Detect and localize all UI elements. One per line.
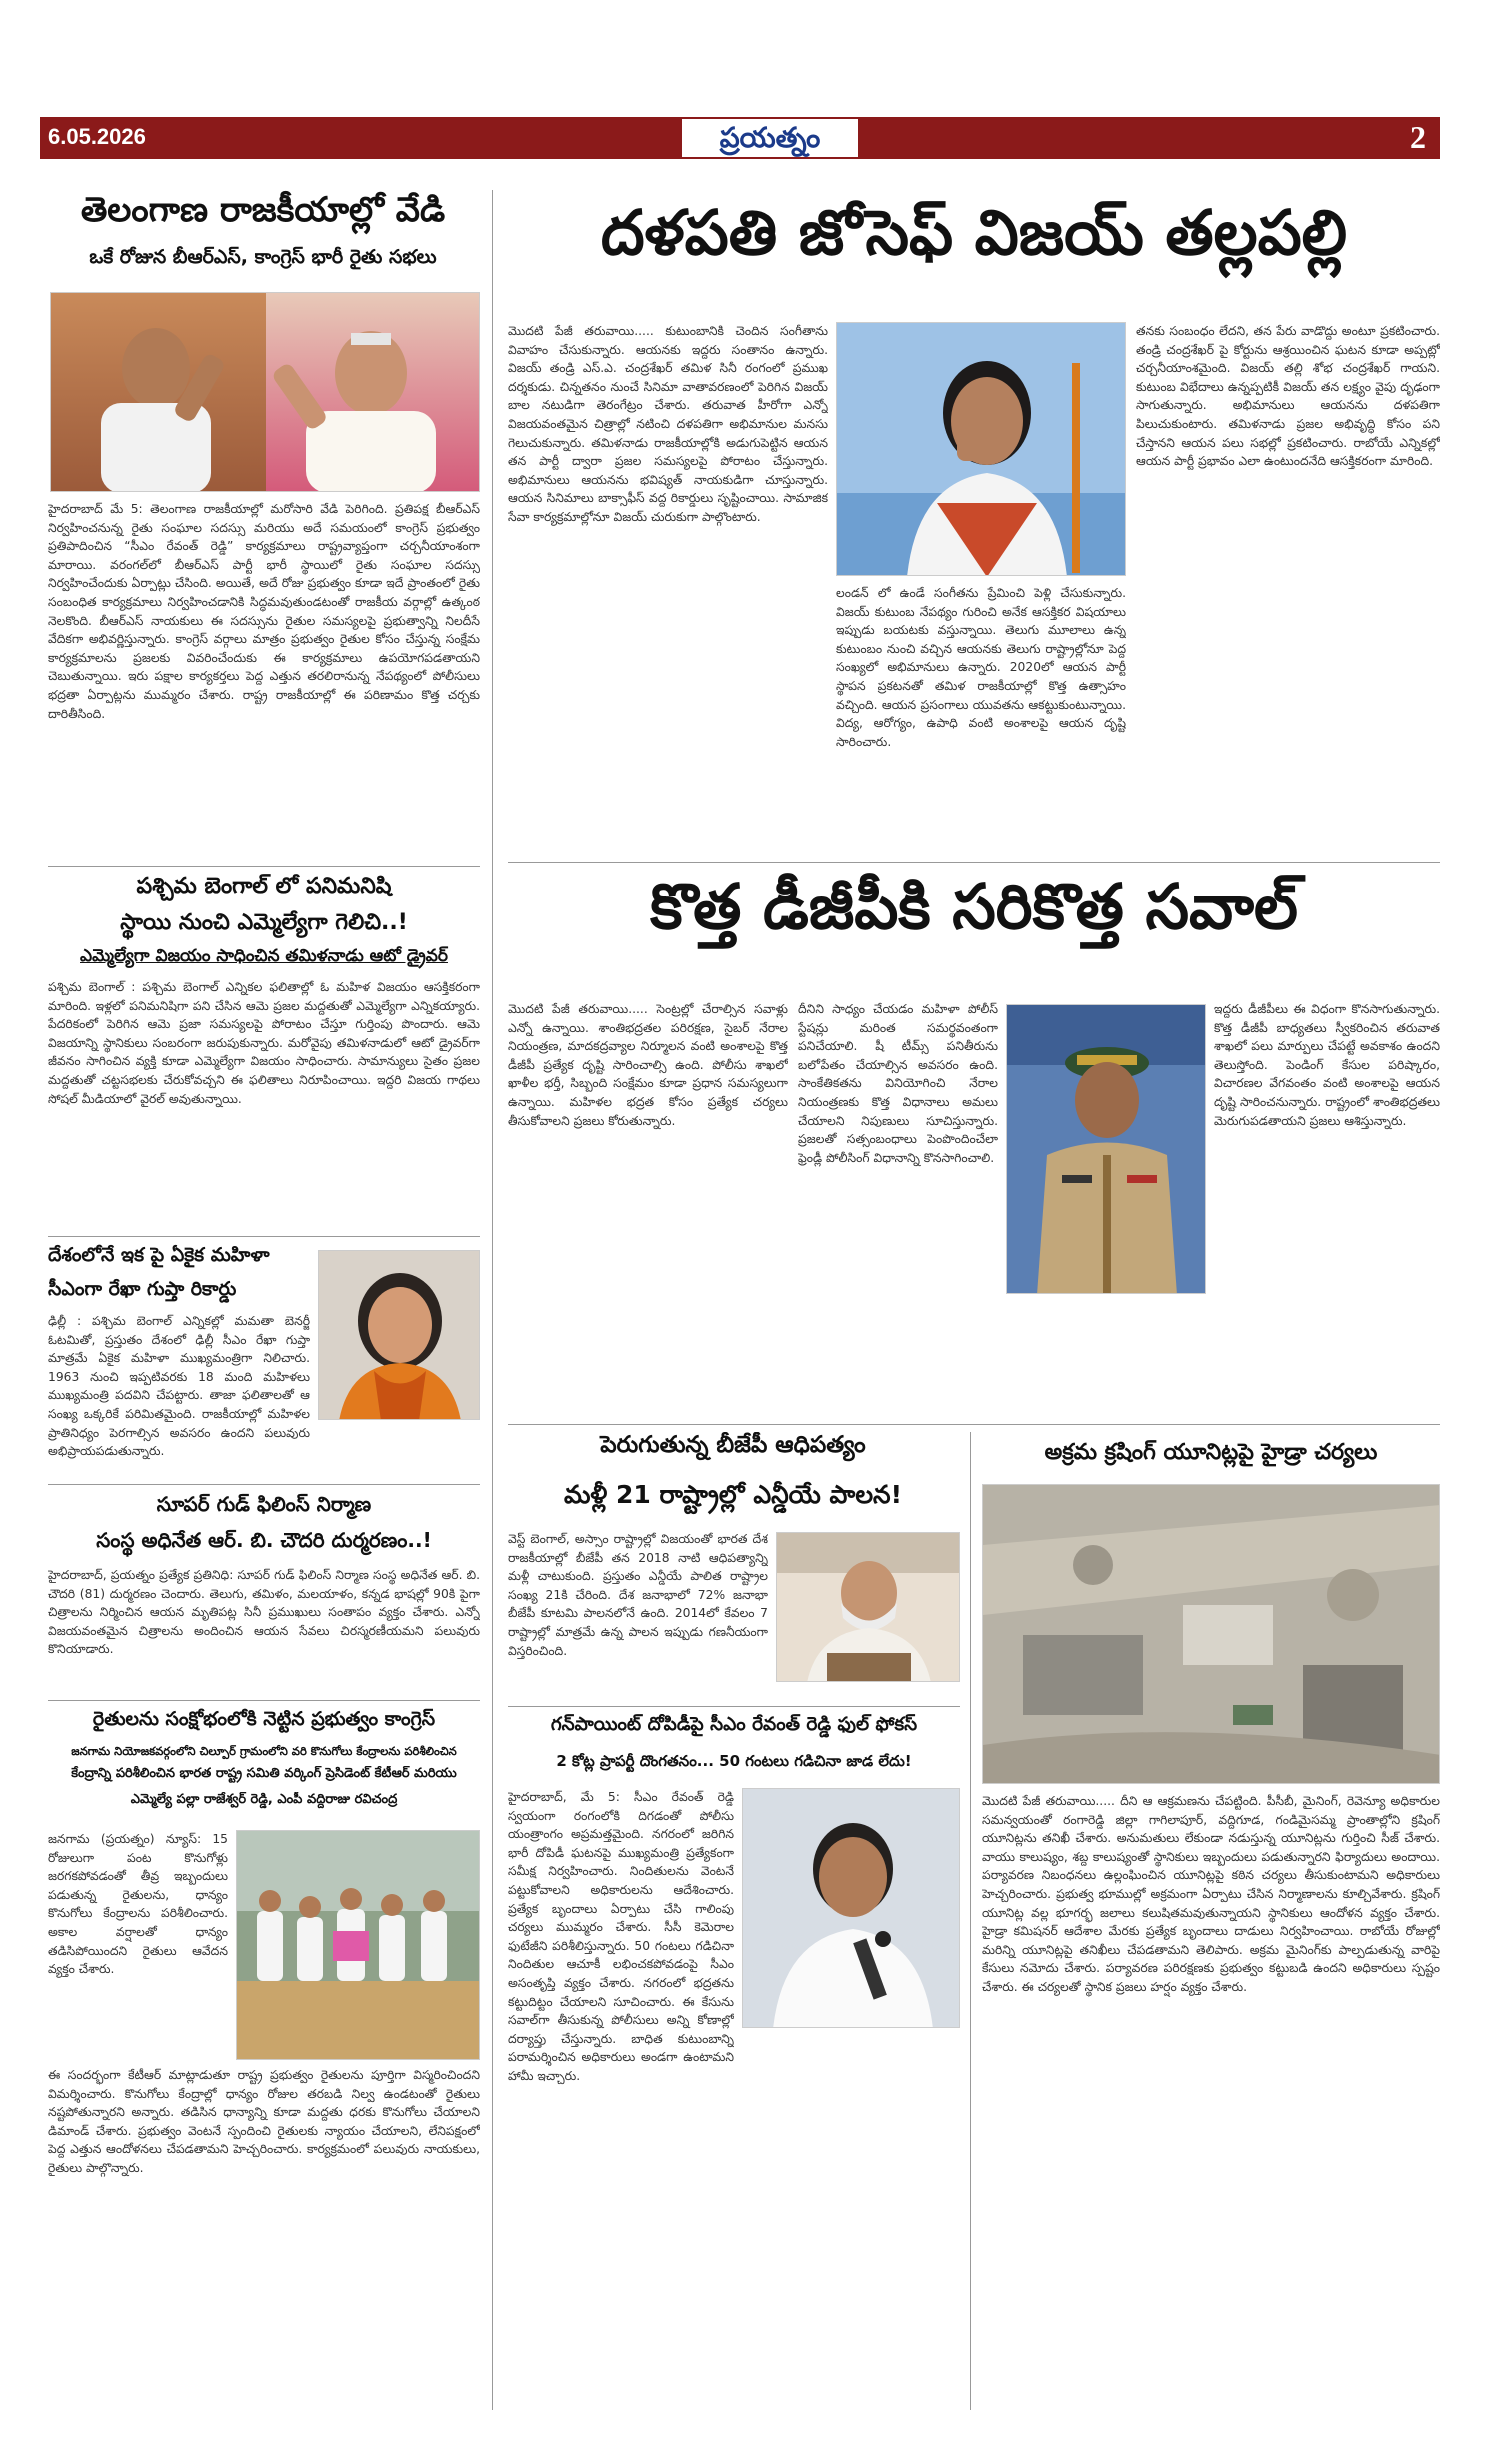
farmers-sub-3: ఎమ్మెల్యే పల్లా రాజేశ్వర్ రెడ్డి, ఎంపీ వద్దిరాజు రవిచంద్ర	[130, 1792, 398, 1807]
crushing-unit-aerial-photo	[982, 1484, 1440, 1784]
cm-subheadline: 2 కోట్ల ప్రాపర్టీ దొంగతనం... 50 గంటలు గడిచినా జాడ లేదు!	[556, 1752, 912, 1770]
divider-line	[48, 1700, 480, 1701]
telangana-headline: తెలంగాణ రాజకీయాల్లో వేడి	[80, 190, 446, 230]
bengal-body: పశ్చిమ బెంగాల్ : పశ్చిమ బెంగాల్ ఎన్నికల ఫలితాల్లో ఓ మహిళ విజయం ఆసక్తికరంగా మారింది. ఇళ్లలో పనిమనిషిగా పని చేసిన ఆమె ప్రజల మద్దతుతో ఎమ్మెల్యేగా ఎన్నికయ్యారు. పేదరికంలో పెరిగిన ఆమె ప్రజా సమస్యలపై పోరాటం చేస్తూ గుర్తింపు పొందారు. ఆమె విజయాన్ని స్థానికులు సంబరంగా జరుపుకున్నారు. మరోవైపు తమిళనాడులో ఆటో డ్రైవర్‌గా జీవనం సాగించిన వ్యక్తి కూడా ఎమ్మెల్యేగా విజయం సాధించారు. సామాన్యులు సైతం ప్రజల మద్దతుతో చట్టసభలకు చేరుకోవచ్చని ఈ ఫలితాలు నిరూపించాయి. ఇద్దరి విజయ గాథలు సోషల్ మీడియాలో వైరల్ అవుతున్నాయి.	[48, 980, 480, 1106]
bjp-headline-2: మళ్లీ 21 రాష్ట్రాల్లో ఎన్డీయే పాలన!	[563, 1480, 902, 1509]
producer-headline-1: సూపర్ గుడ్ ఫిలింస్ నిర్మాణ	[156, 1492, 372, 1516]
vijay-photo	[836, 322, 1126, 576]
producer-headline-2: సంస్థ అధినేత ఆర్. బి. చౌదరి దుర్మరణం..!	[96, 1528, 432, 1552]
farmers-body-wide: ఈ సందర్భంగా కేటీఆర్ మాట్లాడుతూ రాష్ట్ర ప్రభుత్వం రైతులను పూర్తిగా విస్మరించిందని విమర్శించారు. కొనుగోలు కేంద్రాల్లో ధాన్యం రోజుల తరబడి నిల్వ ఉండటంతో రైతులు నష్టపోతున్నారని అన్నారు. తడిసిన ధాన్యాన్ని కూడా మద్దతు ధరకు కొనుగోలు చేయాలని డిమాండ్ చేశారు. ప్రభుత్వం వెంటనే స్పందించి రైతులకు న్యాయం చేయాలని, లేనిపక్షంలో పెద్ద ఎత్తున ఆందోళనలు చేపడతామని హెచ్చరించారు. కార్యక్రమంలో పలువురు నాయకులు, రైతులు పాల్గొన్నారు.	[48, 2068, 480, 2175]
masthead-logo: ప్రయత్నం	[680, 117, 860, 159]
vijay-body-col1: మొదటి పేజీ తరువాయి..... కుటుంబానికి చెందిన సంగీతాను వివాహం చేసుకున్నారు. ఆయనకు ఇద్దరు సంతానం ఉన్నారు. విజయ్ తండ్రి ఎస్.ఎ. చంద్రశేఖర్ తమిళ సినీ రంగంలో ప్రముఖ దర్శకుడు. చిన్నతనం నుంచే సినిమా వాతావరణంలో పెరిగిన విజయ్ బాల నటుడిగా తెరంగేట్రం చేశారు. తరువాత హీరోగా ఎన్నో విజయవంతమైన చిత్రాల్లో నటించి దళపతిగా అభిమానుల మనసు గెలుచుకున్నారు. తమిళనాడు రాజకీయాల్లోకి అడుగుపెట్టిన ఆయన తన పార్టీ ద్వారా ప్రజల సమస్యలపై పోరాటం చేస్తున్నారు. అభిమానులు ఆయనను భవిష్యత్ నాయకుడిగా చూస్తున్నారు. ఆయన సినిమాలు బాక్సాఫీస్ వద్ద రికార్డులు సృష్టించాయి. సామాజిక సేవా కార్యక్రమాల్లోనూ విజయ్ చురుకుగా పాల్గొంటారు.	[508, 324, 828, 524]
dgp-body-col2: దీనిని సాధ్యం చేయడం మహిళా పోలీస్ స్టేషన్లు మరింత సమర్థవంతంగా పనిచేయాలి. షీ టీమ్స్ పనితీరును బలోపేతం చేయాల్సిన అవసరం ఉంది. సాంకేతికతను వినియోగించి నేరాల నియంత్రణకు కొత్త విధానాలు అమలు చేయాలని నిపుణులు సూచిస్తున్నారు. ప్రజలతో సత్సంబంధాలు పెంపొందించేలా ఫ్రెండ్లీ పోలీసింగ్ విధానాన్ని కొనసాగించాలి.	[798, 1002, 998, 1165]
dgp-headline: కొత్త డీజీపీకి సరికొత్త సవాల్	[650, 870, 1298, 943]
hydra-body: మొదటి పేజీ తరువాయి..... దీని ఆ ఆక్రమణను చేపట్టింది. పీసీబీ, మైనింగ్, రెవెన్యూ అధికారుల సమన్వయంతో రంగారెడ్డి జిల్లా గాగిలాపూర్, వద్దిగూడ, గండిమైసమ్మ ప్రాంతాల్లోని క్రషింగ్ యూనిట్లను తనిఖీ చేశారు. అనుమతులు లేకుండా నడుస్తున్న యూనిట్లను గుర్తించి సీజ్ చేశారు. వాయు కాలుష్యం, శబ్ద కాలుష్యంతో స్థానికులు ఇబ్బందులు పడుతున్నారని ఫిర్యాదులు అందాయి. పర్యావరణ నిబంధనలు ఉల్లంఘించిన యూనిట్లపై కఠిన చర్యలు తీసుకుంటామని అధికారులు హెచ్చరించారు. ప్రభుత్వ భూముల్లో అక్రమంగా ఏర్పాటు చేసిన నిర్మాణాలను కూల్చివేశారు. క్రషింగ్ యూనిట్ల వల్ల భూగర్భ జలాలు కలుషితమవుతున్నాయని స్థానికులు ఆందోళన వ్యక్తం చేశారు. హైడ్రా కమిషనర్ ఆదేశాల మేరకు ప్రత్యేక బృందాలు దాడులు నిర్వహించాయి. రాబోయే రోజుల్లో మరిన్ని యూనిట్లపై తనిఖీలు చేపడతామని తెలిపారు. అక్రమ మైనింగ్‌కు పాల్పడుతున్న వారిపై కేసులు నమోదు చేశారు. పర్యావరణ పరిరక్షణకు ప్రభుత్వం కట్టుబడి ఉందని అధికారులు స్పష్టం చేశారు. ఈ చర్యలతో స్థానిక ప్రజలు హర్షం వ్యక్తం చేశారు.	[982, 1794, 1440, 1994]
bengal-headline-2: స్థాయి నుంచి ఎమ్మెల్యేగా గెలిచి..!	[120, 910, 408, 935]
column-divider	[492, 190, 493, 2410]
farmers-sub-1: జనగామ నియోజకవర్గంలోని చిల్పూర్ గ్రామంలోని వరి కొనుగోలు కేంద్రాలను పరిశీలించిన	[71, 1744, 457, 1758]
cm-body-continued	[508, 2096, 960, 2406]
cm-headline: గన్‌పాయింట్ దోపిడీపై సీఎం రేవంత్ రెడ్డి ఫుల్ ఫోకస్	[550, 1714, 918, 1735]
vijay-body-col2: లండన్ లో ఉండే సంగీతను ప్రేమించి పెళ్లి చేసుకున్నారు. విజయ్ కుటుంబ నేపథ్యం గురించి అనేక ఆసక్తికర విషయాలు ఇప్పుడు బయటకు వస్తున్నాయి. తెలుగు మూలాలు ఉన్న కుటుంబం నుంచి వచ్చిన ఆయనకు తెలుగు రాష్ట్రాల్లోనూ పెద్ద సంఖ్యలో అభిమానులు ఉన్నారు. 2020లో ఆయన పార్టీ స్థాపన ప్రకటనతో తమిళ రాజకీయాల్లో కొత్త ఉత్సాహం వచ్చింది. ఆయన ప్రసంగాలు యువతను ఆకట్టుకుంటున్నాయి. విద్య, ఆరోగ్యం, ఉపాధి వంటి అంశాలపై ఆయన దృష్టి సారించారు.	[836, 586, 1126, 749]
revanth-reddy-photo	[742, 1788, 960, 2028]
vijay-headline: దళపతి జోసెఫ్ విజయ్ తల్లపల్లి	[600, 196, 1348, 269]
divider-line	[48, 866, 480, 867]
rekha-body: ఢిల్లీ : పశ్చిమ బెంగాల్ ఎన్నికల్లో మమతా బెనర్జీ ఓటమితో, ప్రస్తుతం దేశంలో ఢిల్లీ సీఎం రేఖా గుప్తా మాత్రమే ఏకైక మహిళా ముఖ్యమంత్రిగా నిలిచారు. 1963 నుంచి ఇప్పటివరకు 18 మంది మహిళలు ముఖ్యమంత్రి పదవిని చేపట్టారు. తాజా ఫలితాలతో ఆ సంఖ్య ఒక్కరికే పరిమితమైంది. రాజకీయాల్లో మహిళల ప్రాతినిధ్యం పెరగాల్సిన అవసరం ఉందని పలువురు అభిప్రాయపడుతున్నారు.	[48, 1314, 310, 1459]
vijay-body-col3: తనకు సంబంధం లేదని, తన పేరు వాడొద్దు అంటూ ప్రకటించారు. తండ్రి చంద్రశేఖర్ పై కోర్టును ఆశ్రయించిన ఘటన కూడా అప్పట్లో చర్చనీయాంశమైంది. విజయ్ తల్లి శోభ చంద్రశేఖర్ గాయని. కుటుంబ విభేదాలు ఉన్నప్పటికీ విజయ్ తన లక్ష్యం వైపు దృఢంగా సాగుతున్నారు. అభిమానులు ఆయనను దళపతిగా పిలుచుకుంటారు. తమిళనాడు ప్రజల అభివృద్ధి కోసం పని చేస్తానని ఆయన పలు సభల్లో ప్రకటించారు. రాబోయే ఎన్నికల్లో ఆయన పార్టీ ప్రభావం ఎలా ఉంటుందనేది ఆసక్తికరంగా మారింది.	[1136, 324, 1440, 469]
page-number: 2	[1410, 119, 1426, 155]
dgp-body-col1: మొదటి పేజీ తరువాయి..... సెంట్రల్లో చేరాల్సిన సవాళ్లు ఎన్నో ఉన్నాయి. శాంతిభద్రతల పరిరక్షణ, సైబర్ నేరాల నియంత్రణ, మాదకద్రవ్యాల నిర్మూలన వంటి అంశాలపై కొత్త డీజీపీ ప్రత్యేక దృష్టి సారించాల్సి ఉంది. పోలీసు శాఖలో ఖాళీల భర్తీ, సిబ్బంది సంక్షేమం కూడా ప్రధాన సమస్యలుగా ఉన్నాయి. మహిళల భద్రత కోసం ప్రత్యేక చర్యలు తీసుకోవాలని ప్రజలు కోరుతున్నారు.	[508, 1002, 788, 1128]
dgp-body-col2b	[1006, 1302, 1206, 1416]
farmers-sub-2: కేంద్రాన్ని పరిశీలించిన భారత రాష్ట్ర సమితి వర్కింగ్ ప్రెసిడెంట్ కేటీఆర్ మరియు	[71, 1766, 457, 1781]
divider-line	[48, 1236, 480, 1237]
farmers-headline: రైతులను సంక్షోభంలోకి నెట్టిన ప్రభుత్వం కాంగ్రెస్	[92, 1708, 436, 1730]
bengal-headline-1: పశ్చిమ బెంగాల్ లో పనిమనిషి	[136, 874, 392, 899]
hydra-headline: అక్రమ క్రషింగ్ యూనిట్లపై హైడ్రా చర్యలు	[1044, 1440, 1378, 1465]
bjp-body: వెస్ట్ బెంగాల్, అస్సాం రాష్ట్రాల్లో విజయంతో భారత దేశ రాజకీయాల్లో బీజేపీ తన 2018 నాటి ఆధిపత్యాన్ని మళ్లీ చాటుకుంది. ప్రస్తుతం ఎన్డీయే పాలిత రాష్ట్రాల సంఖ్య 21కి చేరింది. దేశ జనాభాలో 72% జనాభా బీజేపీ కూటమి పాలనలోనే ఉంది. 2014లో కేవలం 7 రాష్ట్రాల్లో మాత్రమే ఉన్న పాలన ఇప్పుడు గణనీయంగా విస్తరించింది.	[508, 1532, 768, 1658]
page-header-bar	[40, 117, 1440, 159]
rekha-headline-1: దేశంలోనే ఇక పై ఏకైక మహిళా	[48, 1244, 270, 1266]
modi-photo	[776, 1532, 960, 1682]
telangana-subheadline: ఒకే రోజున బీఆర్ఎస్, కాంగ్రెస్ భారీ రైతు సభలు	[89, 246, 437, 268]
rekha-headline-2: సీఎంగా రేఖా గుప్తా రికార్డు	[48, 1278, 237, 1300]
producer-body: హైదరాబాద్, ప్రయత్నం ప్రత్యేక ప్రతినిధి: సూపర్ గుడ్ ఫిలింస్ నిర్మాణ సంస్థ అధినేత ఆర్. బి. చౌదరి (81) దుర్మరణం చెందారు. తెలుగు, తమిళం, మలయాళం, కన్నడ భాషల్లో 90కి పైగా చిత్రాలను నిర్మించిన ఆయన మృతిపట్ల సినీ ప్రముఖులు సంతాపం వ్యక్తం చేశారు. ఎన్నో విజయవంతమైన చిత్రాలను అందించిన ఆయన సేవలు చిరస్మరణీయమని పలువురు కొనియాడారు.	[48, 1568, 480, 1657]
divider-line	[508, 862, 1440, 863]
divider-line	[508, 1706, 960, 1707]
dgp-photo	[1006, 1004, 1206, 1294]
divider-line	[48, 1484, 480, 1485]
dgp-body-col3: ఇద్దరు డీజీపీలు ఈ విధంగా కొనసాగుతున్నారు. కొత్త డీజీపీ బాధ్యతలు స్వీకరించిన తరువాత శాఖలో పలు మార్పులు చేపట్టే అవకాశం ఉందని తెలుస్తోంది. పెండింగ్ కేసుల పరిష్కారం, విచారణల వేగవంతం వంటి అంశాలపై ఆయన దృష్టి సారించనున్నారు. రాష్ట్రంలో శాంతిభద్రతలు మెరుగుపడతాయని ప్రజలు ఆశిస్తున్నారు.	[1214, 1002, 1440, 1128]
bengal-subheadline: ఎమ్మెల్యేగా విజయం సాధించిన తమిళనాడు ఆటో డ్రైవర్	[80, 946, 448, 966]
farmers-photo	[236, 1830, 480, 2060]
telangana-body: హైదరాబాద్ మే 5: తెలంగాణ రాజకీయాల్లో మరోసారి వేడి పెరిగింది. ప్రతిపక్ష బీఆర్ఎస్ నిర్వహించనున్న రైతు సంఘాల సదస్సు మరియు అదే సమయంలో కాంగ్రెస్ ప్రభుత్వం ప్రతిపాదించిన “సీఎం రేవంత్ రెడ్డి” కార్యక్రమాలు రాష్ట్రవ్యాప్తంగా చర్చనీయాంశంగా మారాయి. వరంగల్‌లో బీఆర్ఎస్ పార్టీ భారీ స్థాయిలో రైతు సంఘాల సదస్సు నిర్వహించేందుకు ఏర్పాట్లు చేసింది. అయితే, అదే రోజు ప్రభుత్వం కూడా ఇదే ప్రాంతంలో రైతు సంబంధిత కార్యక్రమాలు నిర్వహించడానికి సిద్ధమవుతుండటంతో రాజకీయ వర్గాల్లో ఉత్కంఠ నెలకొంది. బీఆర్ఎస్ నాయకులు ఈ సదస్సును రైతుల సమస్యలపై ప్రభుత్వాన్ని నిలదీసే వేదికగా అభివర్ణిస్తున్నారు. కాంగ్రెస్ వర్గాలు మాత్రం ప్రభుత్వం రైతుల కోసం చేస్తున్న సంక్షేమ కార్యక్రమాలను ప్రజలకు వివరించేందుకు ఈ కార్యక్రమాలు ఉపయోగపడతాయని చెబుతున్నాయి. ఇరు పక్షాల కార్యకర్తలు పెద్ద ఎత్తున తరలిరానున్న నేపథ్యంలో పోలీసులు భద్రతా ఏర్పాట్లను ముమ్మరం చేశారు. రాష్ట్ర రాజకీయాల్లో ఈ పరిణామం కొత్త చర్చకు దారితీసింది.	[48, 502, 480, 721]
bjp-headline-1: పెరుగుతున్న బీజేపీ ఆధిపత్యం	[600, 1432, 866, 1458]
rekha-gupta-photo	[318, 1250, 480, 1420]
issue-date: 6.05.2026	[48, 124, 146, 149]
politicians-photo	[50, 292, 480, 492]
cm-body: హైదరాబాద్, మే 5: సీఎం రేవంత్ రెడ్డి స్వయంగా రంగంలోకి దిగడంతో పోలీసు యంత్రాంగం అప్రమత్తమైంది. నగరంలో జరిగిన భారీ దోపిడీ ఘటనపై ముఖ్యమంత్రి ప్రత్యేకంగా సమీక్ష నిర్వహించారు. నిందితులను వెంటనే పట్టుకోవాలని అధికారులను ఆదేశించారు. ప్రత్యేక బృందాలు ఏర్పాటు చేసి గాలింపు చర్యలు ముమ్మరం చేశారు. సీసీ కెమెరాల ఫుటేజీని పరిశీలిస్తున్నారు. 50 గంటలు గడిచినా నిందితుల ఆచూకీ లభించకపోవడంపై సీఎం అసంతృప్తి వ్యక్తం చేశారు. నగరంలో భద్రతను కట్టుదిట్టం చేయాలని సూచించారు. ఈ కేసును సవాల్‌గా తీసుకున్న పోలీసులు అన్ని కోణాల్లో దర్యాప్తు చేస్తున్నారు. బాధిత కుటుంబాన్ని పరామర్శించిన అధికారులు అండగా ఉంటామని హామీ ఇచ్చారు.	[508, 1790, 734, 2083]
column-divider	[970, 1432, 971, 2410]
divider-line	[508, 1424, 1440, 1425]
farmers-body-left: జనగామ (ప్రయత్నం) న్యూస్: 15 రోజులుగా పంట కొనుగోళ్లు జరగకపోవడంతో తీవ్ర ఇబ్బందులు పడుతున్న రైతులను, ధాన్యం కొనుగోలు కేంద్రాలను పరిశీలించారు. అకాల వర్షాలతో ధాన్యం తడిసిపోయిందని రైతులు ఆవేదన వ్యక్తం చేశారు.	[48, 1832, 228, 1977]
